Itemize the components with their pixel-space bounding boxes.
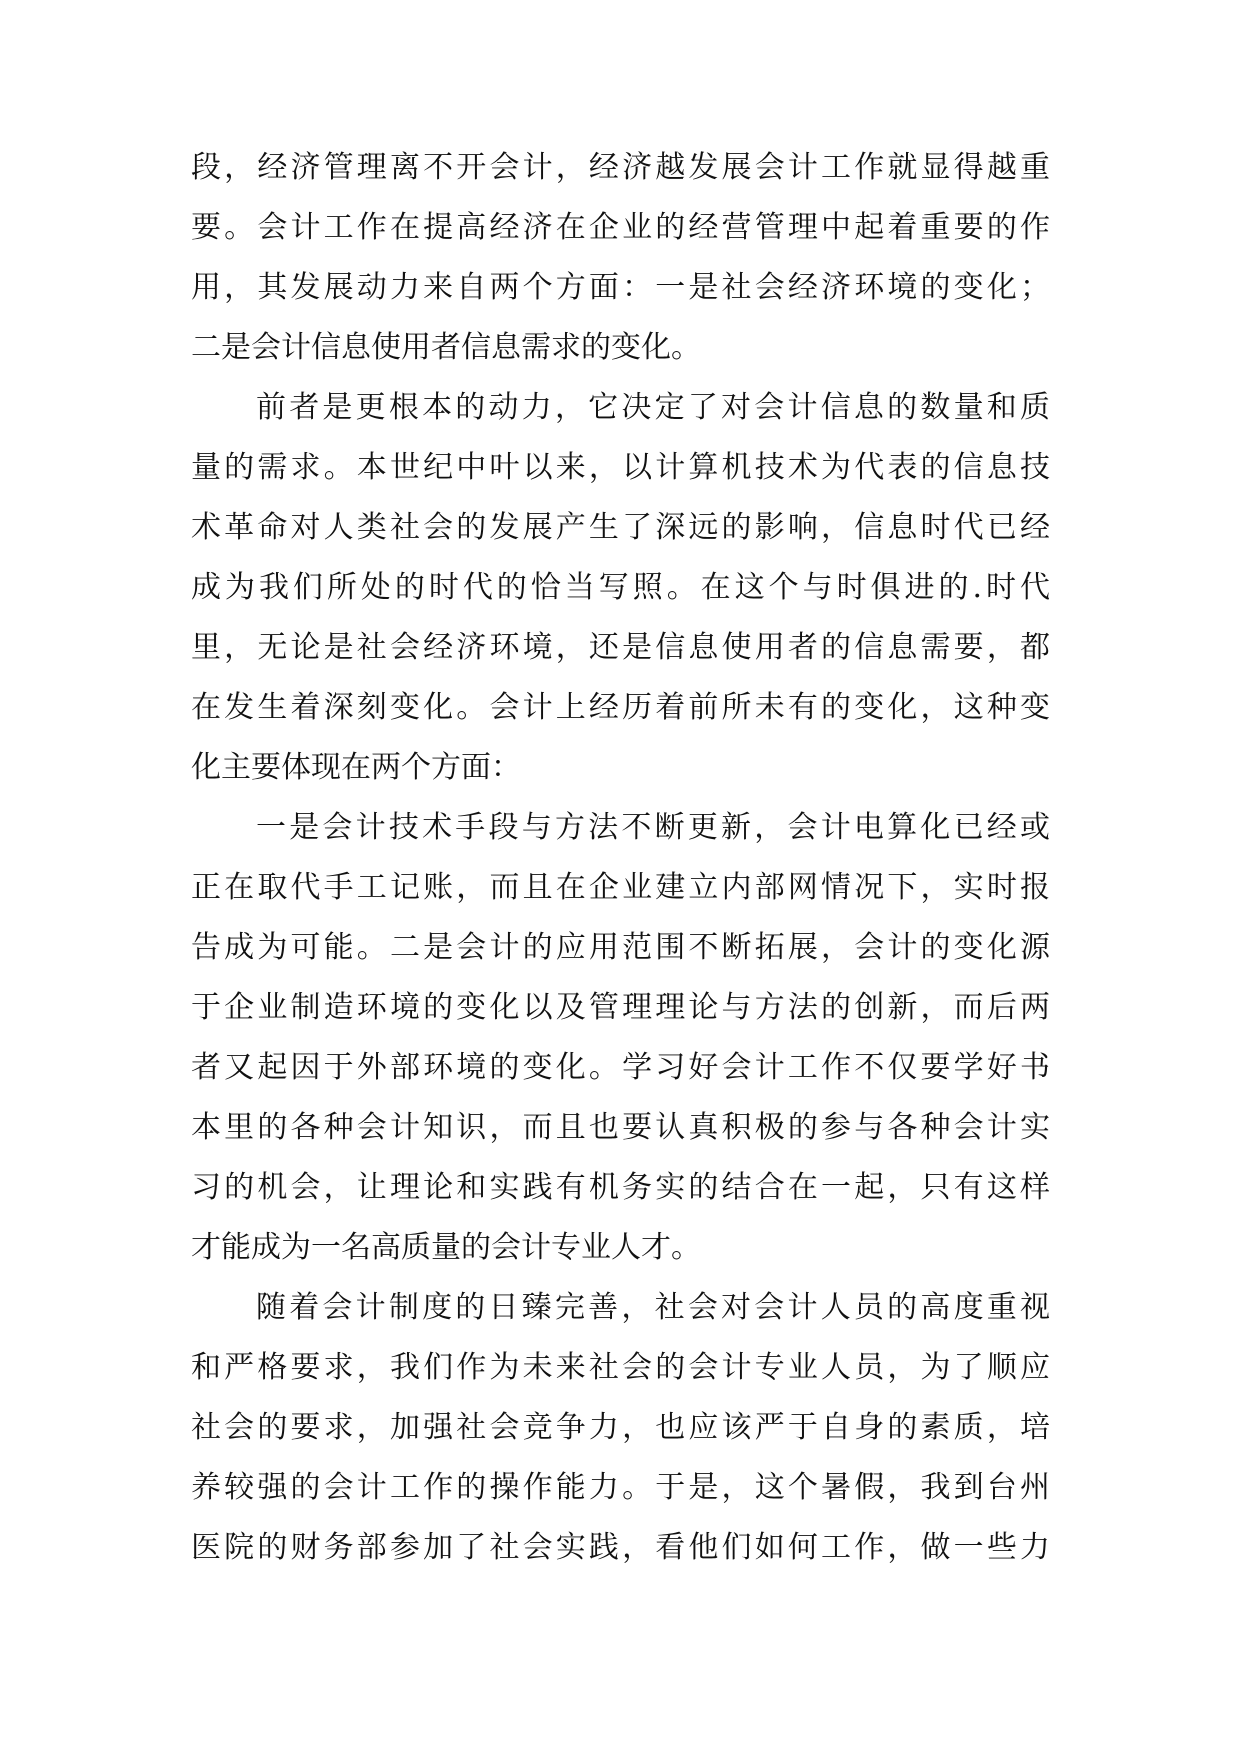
body-text-line: 成为我们所处的时代的恰当写照。在这个与时俱进的.时代: [191, 570, 1050, 605]
body-text-line: 量的需求。本世纪中叶以来，以计算机技术为代表的信息技: [191, 450, 1050, 485]
body-text-line: 前者是更根本的动力，它决定了对会计信息的数量和质: [256, 390, 1050, 425]
body-text-line: 随着会计制度的日臻完善，社会对会计人员的高度重视: [256, 1290, 1050, 1325]
body-text-line: 段，经济管理离不开会计，经济越发展会计工作就显得越重: [191, 150, 1050, 185]
body-text-line: 于企业制造环境的变化以及管理理论与方法的创新，而后两: [191, 990, 1050, 1025]
body-text-line: 术革命对人类社会的发展产生了深远的影响，信息时代已经: [191, 510, 1050, 545]
body-text-line: 化主要体现在两个方面：: [191, 750, 521, 785]
body-text-line: 一是会计技术手段与方法不断更新，会计电算化已经或: [256, 810, 1050, 845]
body-text-line: 医院的财务部参加了社会实践，看他们如何工作，做一些力: [191, 1530, 1050, 1565]
body-text-line: 正在取代手工记账，而且在企业建立内部网情况下，实时报: [191, 870, 1050, 905]
body-text-line: 和严格要求，我们作为未来社会的会计专业人员，为了顺应: [191, 1350, 1050, 1385]
body-text-line: 习的机会，让理论和实践有机务实的结合在一起，只有这样: [191, 1170, 1050, 1205]
body-text-line: 里，无论是社会经济环境，还是信息使用者的信息需要，都: [191, 630, 1050, 665]
body-text-line: 本里的各种会计知识，而且也要认真积极的参与各种会计实: [191, 1110, 1050, 1145]
body-text-line: 要。会计工作在提高经济在企业的经营管理中起着重要的作: [191, 210, 1050, 245]
body-text-line: 用，其发展动力来自两个方面：一是社会经济环境的变化；: [191, 270, 1050, 305]
body-text-line: 养较强的会计工作的操作能力。于是，这个暑假，我到台州: [191, 1470, 1050, 1505]
body-text-line: 告成为可能。二是会计的应用范围不断拓展，会计的变化源: [191, 930, 1050, 965]
body-text-line: 才能成为一名高质量的会计专业人才。: [191, 1230, 701, 1265]
body-text-line: 二是会计信息使用者信息需求的变化。: [191, 330, 701, 365]
body-text-line: 者又起因于外部环境的变化。学习好会计工作不仅要学好书: [191, 1050, 1050, 1085]
body-text-line: 社会的要求，加强社会竞争力，也应该严于自身的素质，培: [191, 1410, 1050, 1445]
body-text-line: 在发生着深刻变化。会计上经历着前所未有的变化，这种变: [191, 690, 1050, 725]
